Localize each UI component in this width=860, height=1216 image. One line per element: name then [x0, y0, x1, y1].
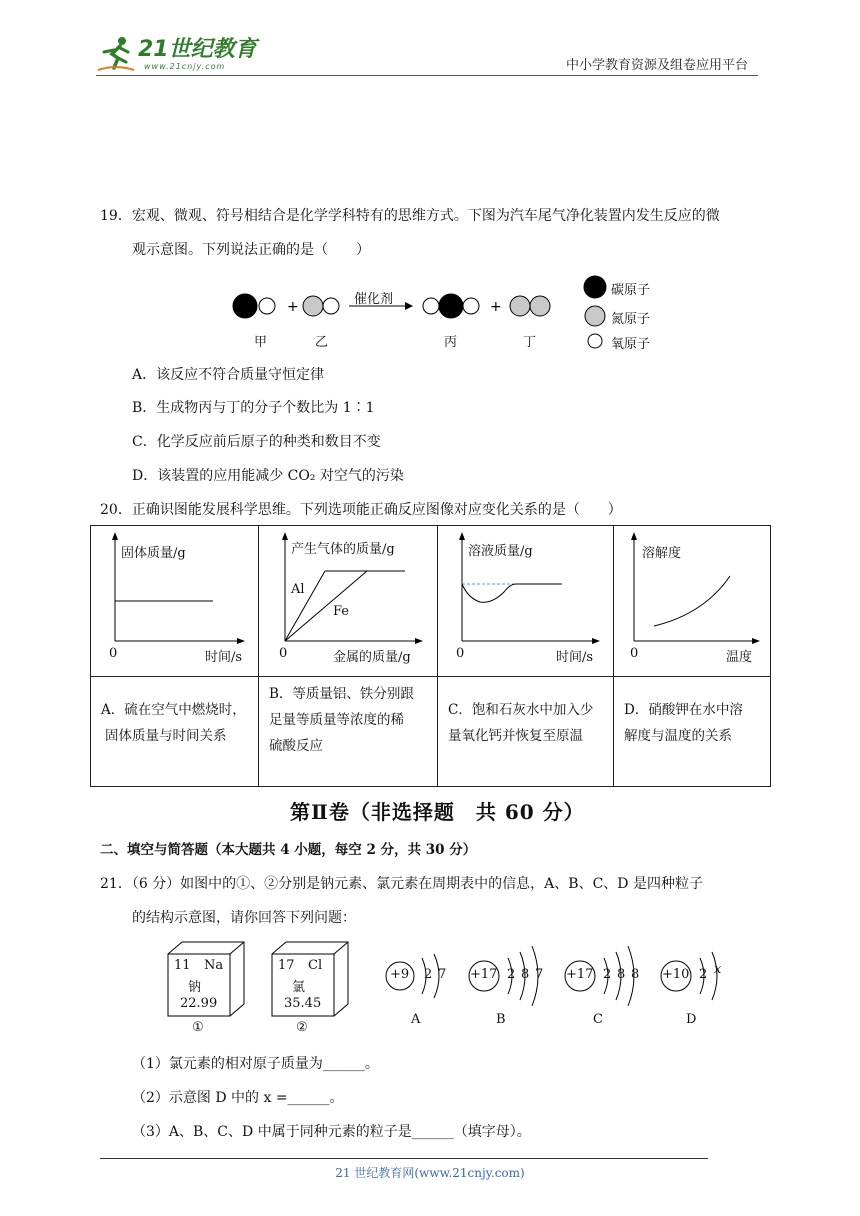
site-tagline: 中小学教育资源及组卷应用平台: [566, 58, 749, 73]
q21-stem-line1: 21．（6 分）如图中的①、②分别是钠元素、氯元素在周期表中的信息，A、B、C、D 是四种粒子: [100, 876, 703, 892]
q20-stem: 20．正确识图能发展科学思维。下列选项能正确反应图像对应变化关系的是（ ）: [100, 502, 622, 518]
q20-option-d-line2: 解度与温度的关系: [624, 728, 732, 744]
particle-d-charge: +10: [662, 967, 690, 982]
cl-name: 氯: [292, 980, 306, 995]
graph-b-ylabel: 产生气体的质量/g: [291, 542, 395, 557]
graph-cell-c: [438, 526, 614, 677]
graph-a-ylabel: 固体质量/g: [121, 546, 186, 561]
q19-option-d: D．该装置的应用能减少 CO₂ 对空气的污染: [132, 468, 404, 484]
q20-option-c: [438, 677, 614, 787]
graph-cell-b: [259, 526, 438, 677]
q19-option-b: B．生成物丙与丁的分子个数比为 1∶1: [132, 400, 375, 416]
cl-tag: ②: [296, 1020, 308, 1035]
oxygen-atom-icon: [323, 298, 339, 314]
carbon-atom-icon: [233, 294, 257, 318]
q19-option-a: A．该反应不符合质量守恒定律: [132, 367, 325, 383]
footer-divider: [100, 1158, 708, 1159]
catalyst-label: 催化剂: [354, 292, 394, 307]
q21-sub3: （3）A、B、C、D 中属于同种元素的粒子是______（填字母）。: [132, 1124, 531, 1140]
q20-option-a-line2: 固体质量与时间关系: [105, 728, 227, 744]
runner-logo-icon: [96, 34, 136, 74]
particle-b-charge: +17: [470, 967, 498, 982]
q20-option-c-line1: C．饱和石灰水中加入少: [448, 702, 594, 718]
graph-d-ylabel: 溶解度: [642, 546, 682, 561]
graph-a-origin: 0: [109, 646, 118, 661]
na-symbol: Na: [204, 958, 224, 973]
logo: [96, 34, 266, 76]
graph-c-curve: [462, 584, 562, 602]
footer-text: 21 世纪教育网(www.21cnjy.com): [335, 1166, 525, 1180]
particle-b-shell2: 8: [521, 967, 530, 982]
section2-title: 第Ⅱ卷（非选择题 共 60 分）: [290, 800, 585, 824]
legend-oxygen: 氧原子: [611, 337, 651, 352]
particle-a-shell2: 7: [438, 967, 447, 982]
graph-b-xlabel: 金属的质量/g: [333, 650, 411, 665]
svg-text:+: +: [287, 299, 299, 315]
particle-c-shell3: 8: [631, 967, 640, 982]
q20-option-b-line3: 硫酸反应: [269, 738, 323, 754]
q19-stem-line1: 19．宏观、微观、符号相结合是化学学科特有的思维方式。下图为汽车尾气净化装置内发生反应的微: [100, 208, 720, 224]
graph-c-origin: 0: [456, 646, 465, 661]
oxygen-atom-icon: [259, 298, 275, 314]
graph-c-xlabel: 时间/s: [556, 650, 594, 665]
graph-c-ylabel: 溶液质量/g: [468, 544, 533, 559]
na-mass: 22.99: [180, 996, 218, 1011]
legend-nitrogen: 氮原子: [611, 312, 651, 327]
graph-d-xlabel: 温度: [726, 650, 753, 665]
na-name: 钠: [188, 980, 202, 995]
graph-cell-d: [614, 526, 771, 677]
q20-table: [90, 525, 771, 787]
q20-option-a-line1: A．硫在空气中燃烧时，: [101, 702, 246, 718]
na-number: 11: [174, 958, 191, 973]
nitrogen-atom-icon: [303, 296, 323, 316]
particle-b-shell1: 2: [507, 967, 516, 982]
label-bing: 丙: [444, 335, 458, 350]
label-jia: 甲: [254, 335, 268, 350]
logo-text: 21世纪教育: [138, 37, 257, 62]
q20-option-b-line2: 足量等质量等浓度的稀: [269, 712, 404, 728]
q20-option-d: [614, 677, 771, 787]
q20-option-d-line1: D．硝酸钾在水中溶: [624, 702, 743, 718]
particle-a-charge: +9: [390, 967, 410, 982]
particle-c-charge: +17: [566, 967, 594, 982]
q20-option-b: [259, 677, 438, 787]
graph-b-origin: 0: [279, 646, 288, 661]
q19-stem-line2: 观示意图。下列说法正确的是（ ）: [132, 242, 370, 258]
particle-a-shell1: 2: [424, 967, 433, 982]
graph-a-xlabel: 时间/s: [205, 650, 243, 665]
cl-number: 17: [278, 958, 295, 973]
q21-sub2: （2）示意图 D 中的 x =______。: [132, 1090, 344, 1106]
label-yi: 乙: [315, 335, 329, 350]
section2-subtitle: 二、填空与简答题（本大题共 4 小题，每空 2 分，共 30 分）: [100, 842, 477, 858]
particle-a-label: A: [411, 1012, 421, 1027]
cl-mass: 35.45: [284, 996, 322, 1011]
na-tag: ①: [192, 1020, 204, 1035]
graph-cell-a: [91, 526, 259, 677]
graph-b-al: Al: [291, 582, 305, 597]
graph-d-curve: [654, 576, 730, 626]
particle-c-label: C: [593, 1012, 603, 1027]
q21-sub1: （1）氯元素的相对原子质量为______。: [132, 1056, 379, 1072]
q20-option-b-line1: B．等质量铝、铁分别跟: [269, 686, 414, 702]
legend-carbon: 碳原子: [611, 283, 651, 298]
particle-c-shell1: 2: [603, 967, 612, 982]
particle-d-label: D: [686, 1012, 697, 1027]
particle-c-shell2: 8: [617, 967, 626, 982]
logo-url: www.21cnjy.com: [144, 62, 226, 71]
q20-option-a: [91, 677, 259, 787]
svg-text:+: +: [490, 299, 502, 315]
graph-b-fe: Fe: [333, 604, 350, 619]
q20-option-c-line2: 量氧化钙并恢复至原温: [448, 728, 583, 744]
q19-option-c: C．化学反应前后原子的种类和数目不变: [132, 434, 381, 450]
header-divider: [96, 75, 758, 76]
particle-d-shell2: x: [714, 962, 722, 977]
cl-symbol: Cl: [308, 958, 323, 973]
particle-d-shell1: 2: [699, 967, 708, 982]
particle-b-shell3: 7: [535, 967, 544, 982]
particle-b-label: B: [496, 1012, 506, 1027]
q21-stem-line2: 的结构示意图，请你回答下列问题：: [132, 910, 356, 926]
arrow-icon: [405, 302, 413, 310]
label-ding: 丁: [523, 335, 537, 350]
graph-d-origin: 0: [630, 646, 639, 661]
